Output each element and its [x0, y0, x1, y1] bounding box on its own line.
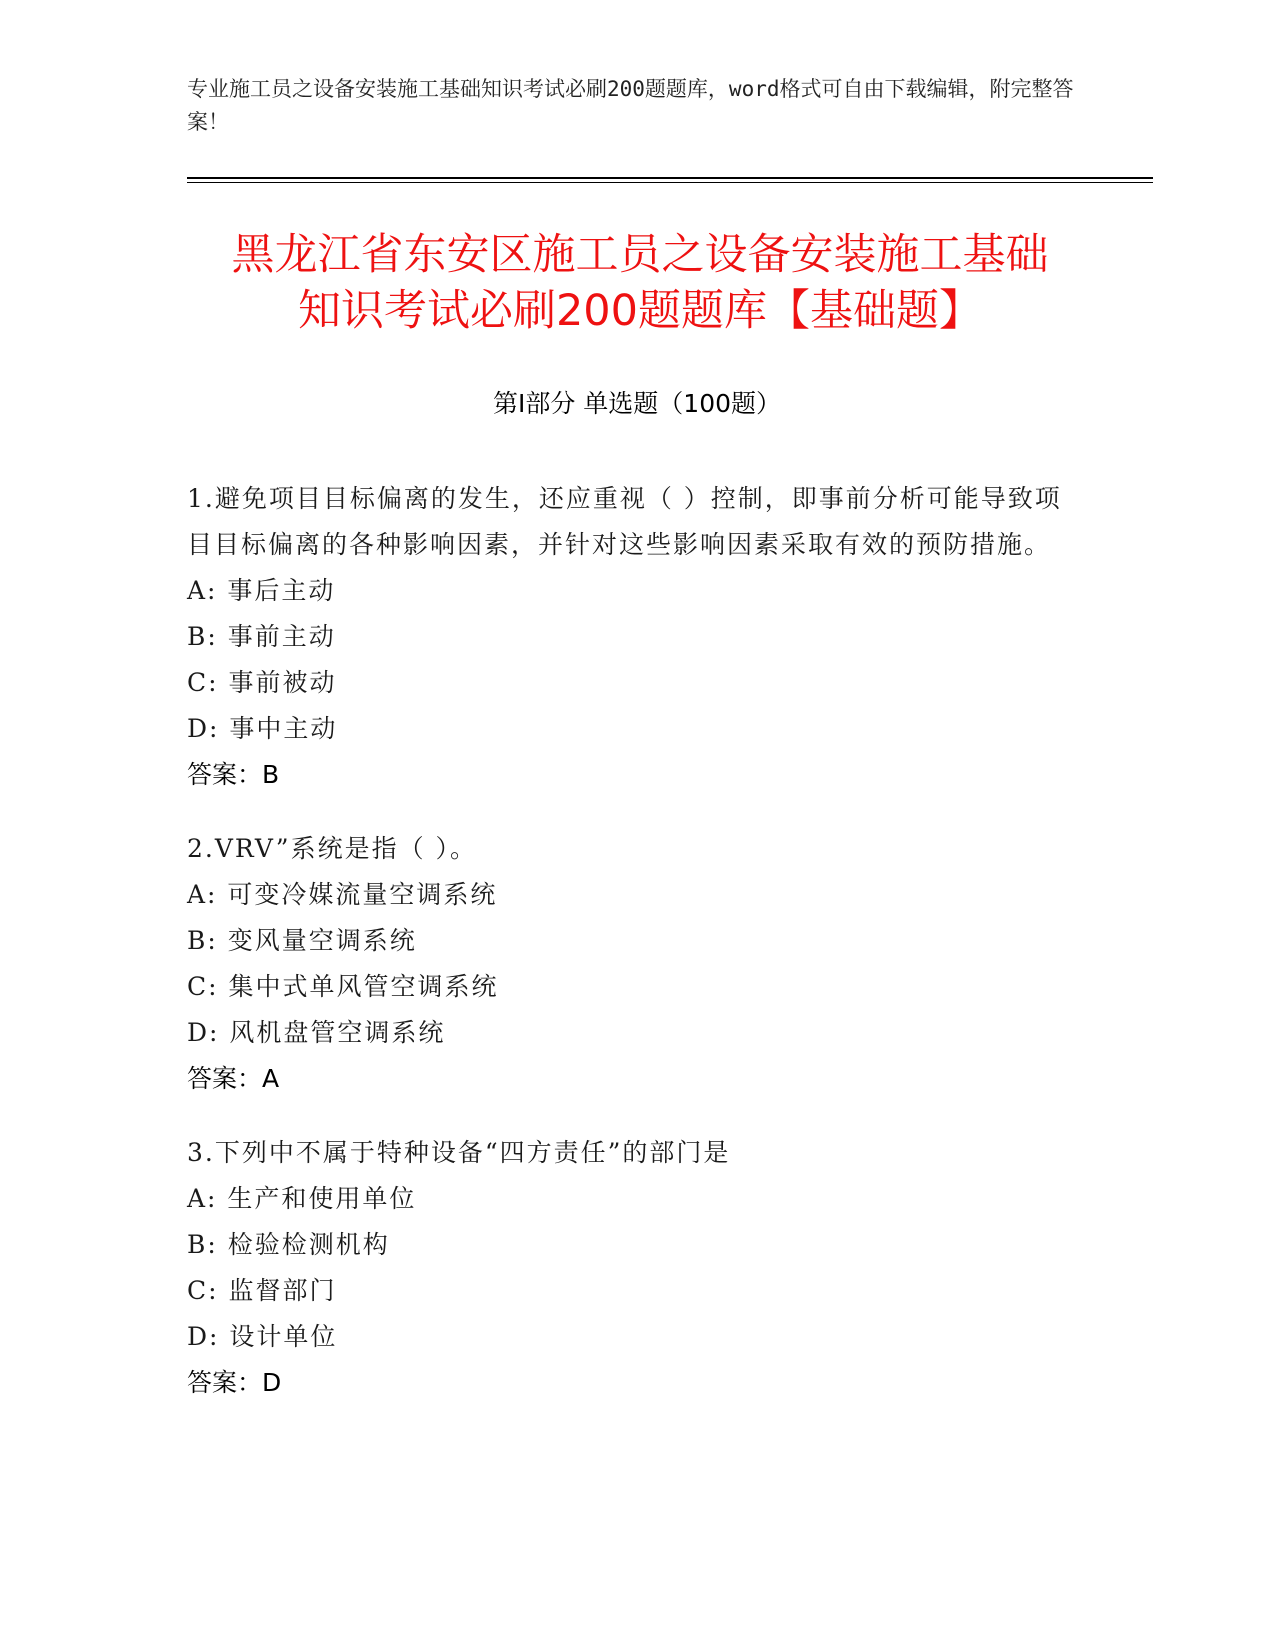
question-stem: 3.下列中不属于特种设备“四方责任”的部门是 — [187, 1138, 731, 1167]
question-stem: 2.VRV”系统是指（ ）。 — [187, 834, 478, 863]
question-option-c: C: 监督部门 — [187, 1276, 337, 1305]
section-title: 第Ⅰ部分 单选题（100题） — [492, 389, 782, 418]
question-2 — [187, 826, 1077, 1102]
question-3 — [187, 1130, 1077, 1406]
question-option-d: D: 设计单位 — [187, 1322, 338, 1351]
question-option-c: C: 事前被动 — [187, 668, 337, 697]
question-answer: 答案：D — [187, 1368, 282, 1397]
header-rule-thick — [187, 177, 1153, 179]
question-option-a: A: 生产和使用单位 — [187, 1184, 417, 1213]
document-title — [140, 227, 1140, 339]
header-note: 专业施工员之设备安装施工基础知识考试必刷200题题库，word格式可自由下载编辑，附完整答案！ — [187, 77, 1074, 134]
question-option-d: D: 风机盘管空调系统 — [187, 1018, 446, 1047]
question-option-b: B: 检验检测机构 — [187, 1230, 390, 1259]
question-list — [187, 476, 1077, 1434]
question-option-d: D: 事中主动 — [187, 714, 338, 743]
question-option-a: A: 事后主动 — [187, 576, 336, 605]
question-stem: 1.避免项目目标偏离的发生，还应重视（ ）控制，即事前分析可能导致项目目标偏离的各种影响因素，并针对这些影响因素采取有效的预防措施。 — [187, 484, 1062, 559]
question-option-b: B: 事前主动 — [187, 622, 336, 651]
question-option-c: C: 集中式单风管空调系统 — [187, 972, 499, 1001]
header-rule-thin — [187, 182, 1153, 183]
question-option-b: B: 变风量空调系统 — [187, 926, 417, 955]
question-1 — [187, 476, 1077, 798]
document-title-line-2: 知识考试必刷200题题库【基础题】 — [297, 286, 983, 336]
question-option-a: A: 可变冷媒流量空调系统 — [187, 880, 498, 909]
question-answer: 答案：B — [187, 760, 280, 789]
question-answer: 答案：A — [187, 1064, 280, 1093]
document-title-line-1: 黑龙江省东安区施工员之设备安装施工基础 — [231, 230, 1049, 280]
